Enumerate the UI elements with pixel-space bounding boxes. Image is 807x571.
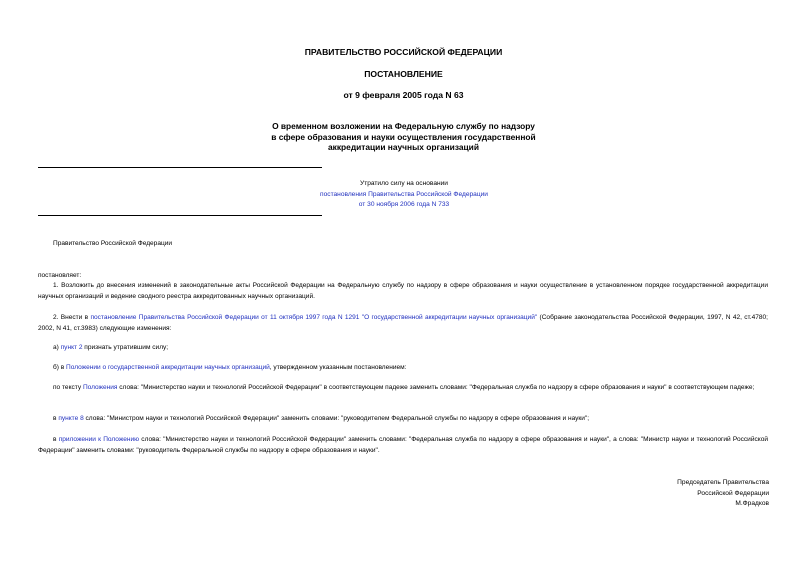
decrees-paragraph: постановляет: — [38, 272, 82, 279]
divider-bottom — [38, 215, 322, 216]
item-b1-suffix: слова: "Министерство науки и технологий Российской Федерации" в соответствующем падеже заменить словами: "Федеральная служба по надзору в сфере образования и науки" в соответствующем падеже; — [117, 384, 755, 391]
item-a-suffix: признать утратившим силу; — [82, 344, 169, 351]
item-b2-suffix: слова: "Министром науки и технологий Российской Федерации" заменить словами: "руководителем Федеральной службы по надзору в сфере образования и науки"; — [83, 415, 590, 422]
title-line-1: О временном возложении на Федеральную службу по надзору — [272, 121, 535, 131]
lost-force-notice — [300, 179, 508, 211]
item-b1-regulation-link[interactable]: Положения — [82, 384, 118, 391]
title-line-2: в сфере образования и науки осуществления государственной — [271, 131, 536, 142]
item-b3-prefix: в — [53, 436, 59, 443]
government-heading: ПРАВИТЕЛЬСТВО РОССИЙСКОЙ ФЕДЕРАЦИИ — [304, 47, 503, 57]
lost-force-link-decree[interactable]: постановления Правительства Российской Федерации — [320, 190, 488, 198]
item-b2-paragraph — [38, 414, 768, 425]
item-b3-appendix-link[interactable]: приложении к Положению — [58, 436, 140, 443]
item-a-paragraph — [38, 343, 768, 354]
item-b-prefix: б) в — [53, 364, 67, 371]
issuer-paragraph: Правительство Российской Федерации — [53, 240, 173, 247]
divider-top — [38, 167, 322, 168]
lost-force-link-date[interactable]: от 30 ноября 2006 года N 733 — [358, 201, 450, 208]
item-b1-paragraph — [38, 383, 768, 394]
item-1-paragraph: 1. Возложить до внесения изменений в законодательные акты Российской Федерации на Федеральную службу по надзору в сфере образования и науки осуществление в установленном порядке государственной аккредитации научных организаций и ведение сводного реестра аккредитованных научных организаций. — [38, 282, 768, 300]
item-a-prefix: а) — [53, 344, 61, 351]
item-2-suffix: (Собрание законодательства Российской Федерации, 1997, N 42, ст.4780; 2002, N 41, ст.3983) следующие изменения: — [38, 314, 769, 332]
item-2-decree-link[interactable]: постановление Правительства Российской Федерации от 11 октября 1997 года N 1291 "О государственной аккредитации научных организаций" — [90, 314, 538, 321]
item-b2-clause-link[interactable]: пункте 8 — [58, 415, 84, 422]
item-2-prefix: 2. Внести в — [53, 314, 91, 321]
item-a-clause-link[interactable]: пункт 2 — [60, 344, 83, 351]
item-b3-suffix: слова: "Министерство науки и технологий Российской Федерации" заменить словами: "Федеральная служба по надзору в сфере образования и науки", а слова: "Министр науки и технологий Российской Федерации" заменить словами: "руководитель Федеральной службы по надзору в сфере образования и науки". — [38, 436, 769, 454]
signature-name: М.Фрадков — [735, 500, 769, 508]
document-date-number: от 9 февраля 2005 года N 63 — [343, 90, 464, 100]
document-type: ПОСТАНОВЛЕНИЕ — [364, 69, 443, 79]
item-b-suffix: , утвержденном указанным постановлением: — [269, 364, 407, 371]
item-b-paragraph — [38, 363, 768, 374]
signature-block — [677, 478, 769, 510]
item-b1-prefix: по тексту — [53, 384, 83, 391]
item-b-regulation-link[interactable]: Положении о государственной аккредитации научных организаций — [66, 364, 270, 371]
signature-position: Председатель Правительства — [677, 479, 769, 486]
title-line-3: аккредитации научных организаций — [328, 142, 479, 152]
lost-force-text: Утратило силу на основании — [360, 180, 448, 187]
item-b2-prefix: в — [53, 415, 59, 422]
signature-country: Российской Федерации — [697, 489, 769, 497]
item-b3-paragraph — [38, 435, 768, 456]
item-2-paragraph — [38, 313, 768, 334]
